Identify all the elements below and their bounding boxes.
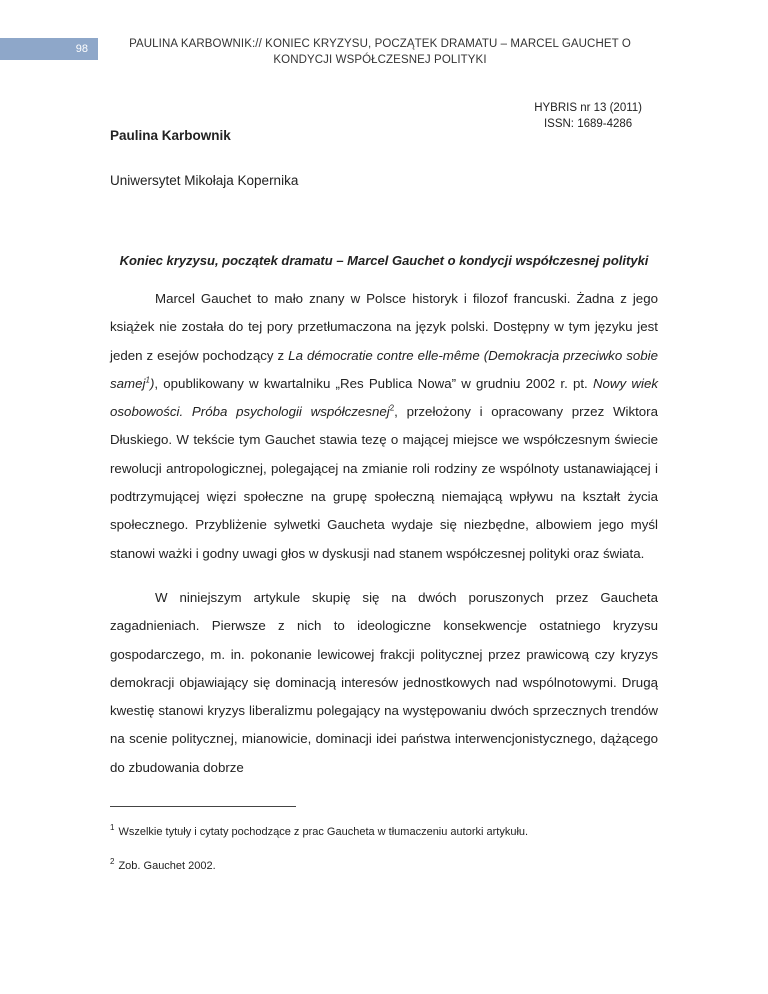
running-head: PAULINA KARBOWNIK:// KONIEC KRYZYSU, POCZĄTEK DRAMATU – MARCEL GAUCHET O KONDYCJI WSPÓŁCZESNEJ POLITYKI	[129, 38, 631, 66]
paragraph-2: W niniejszym artykule skupię się na dwóch poruszonych przez Gaucheta zagadnieniach. Pierwsze z nich to ideologiczne konsekwencje ostatniego kryzysu gospodarczego, m. in. pokonanie lewicowej frakcji politycznej przez prawicową czy kryzys demokracji objawiający się dominacją interesów jednostkowych nad wspólnotowymi. Drugą kwestię stanowi kryzys liberalizmu polegający na występowaniu dwóch sprzecznych trendów na scenie politycznej, mianowicie, dominacji idei państwa interwencjonistycznego, dążącego do zbudowania dobrze	[110, 589, 658, 775]
footnote-marker: 2	[110, 857, 115, 867]
author-affiliation: Uniwersytet Mikołaja Kopernika	[110, 173, 299, 188]
p1-text-a: Marcel Gauchet to mało znany w Polsce historyk i filozof francuski. Żadna z jego książek nie została do tej pory przetłumaczona na język polski. Dostępny w tym języku jest jeden z esejów pochodzący z	[110, 291, 658, 363]
footnote-text: Wszelkie tytuły i cytaty pochodzące z prac Gaucheta w tłumaczeniu autorki artykułu.	[118, 826, 529, 838]
footnote-text: Zob. Gauchet 2002.	[118, 860, 216, 872]
journal-issue: HYBRIS nr 13 (2011)	[534, 102, 642, 114]
footnote-ref-1[interactable]: 1	[145, 375, 150, 385]
article-body	[110, 285, 658, 798]
author-name: Paulina Karbownik	[110, 128, 231, 143]
paragraph-1	[110, 285, 658, 568]
footnote-2	[110, 857, 216, 872]
p1-italic-title-2: Nowy wiek osobowości. Próba psychologii współczesnej	[110, 375, 658, 420]
footnote-divider	[110, 806, 296, 807]
footnote-ref-2[interactable]: 2	[389, 403, 395, 413]
p1-text-b: , opublikowany w kwartalniku „Res Publica Nowa” w grudniu 2002 r. pt.	[154, 375, 593, 391]
journal-issn: ISSN: 1689-4286	[543, 118, 633, 130]
page-number: 98	[0, 38, 98, 60]
article-title: Koniec kryzysu, początek dramatu – Marcel Gauchet o kondycji współczesnej polityki	[119, 253, 649, 268]
p1-italic-title: La démocratie contre elle-même (Demokracja przeciwko sobie samej$^1$)	[110, 347, 658, 391]
p1-text-c: , przełożony i opracowany przez Wiktora Dłuskiego. W tekście tym Gauchet stawia tezę o mającej miejsce we współczesnym świecie rewolucji antropologicznej, polegającej na zmianie roli rodziny ze wspólnoty ustanawiającej i podtrzymującej więzi społeczne na grupę społeczną niemającą wpływu na kształt życia społecznego. Przybliżenie sylwetki Gaucheta wydaje się niezbędne, albowiem jego myśl stanowi ważki i godny uwagi głos w dyskusji nad stanem współczesnej polityki oraz świata.	[110, 404, 659, 561]
footnote-marker: 1	[110, 823, 115, 833]
journal-info	[534, 100, 642, 132]
footnote-1	[110, 823, 529, 838]
